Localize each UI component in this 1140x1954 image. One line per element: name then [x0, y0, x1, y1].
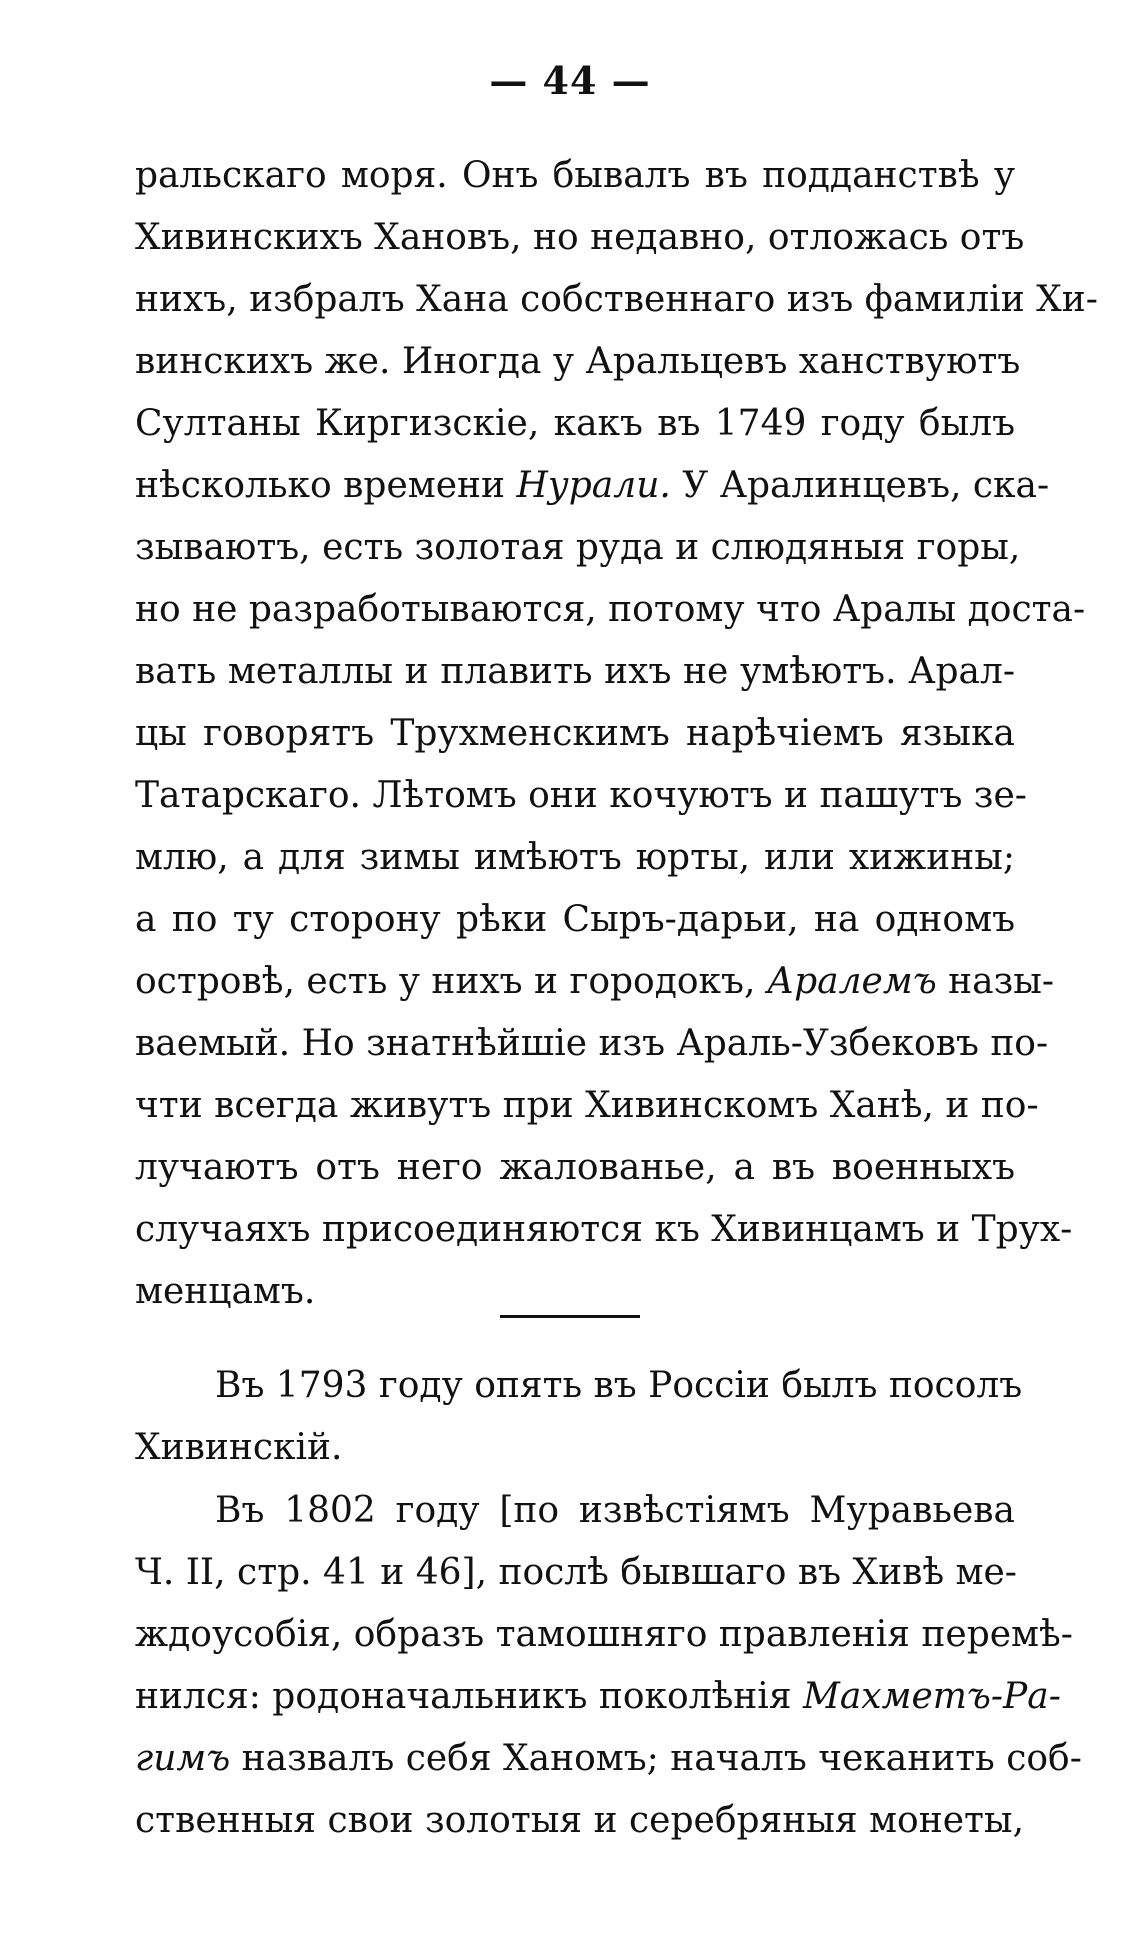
text-line: цы говорятъ Трухменскимъ нарѣчіемъ языка [135, 713, 1015, 754]
text-line: ральскаго моря. Онъ бывалъ въ подданствѣ у [135, 155, 1015, 196]
text-line: лучаютъ отъ него жалованье, а въ военныхъ [135, 1147, 1015, 1188]
text-line [135, 951, 1055, 1013]
text-line: ваемый. Но знатнѣйшіе изъ Араль-Узбековъ по- [135, 1023, 1049, 1064]
text-segment: нился: родоначальникъ поколѣнія [135, 1676, 803, 1717]
text-segment: нѣсколько времени [135, 465, 517, 506]
text-segment: островѣ, есть у нихъ и городокъ, [135, 961, 767, 1002]
italic-name: гимъ [135, 1738, 231, 1779]
italic-name: Аралемъ [766, 961, 937, 1002]
italic-name: Нурали. [516, 465, 671, 506]
text-line [135, 1728, 1082, 1790]
section-divider [500, 1315, 640, 1318]
text-line: случаяхъ присоединяются къ Хивинцамъ и Трух- [135, 1209, 1073, 1250]
text-line: ждоусобія, образъ тамошняго правленія перемѣ- [135, 1614, 1073, 1655]
paragraph-1802-khiva [135, 1480, 1082, 1852]
text-line: нихъ, избралъ Хана собственнаго изъ фамиліи Хи- [135, 279, 1098, 320]
text-line: Въ 1802 году [по извѣстіямъ Муравьева [215, 1490, 1015, 1531]
text-line: Татарскаго. Лѣтомъ они кочуютъ и пашутъ зе- [135, 775, 1027, 816]
page-number: — 44 — [489, 58, 651, 103]
text-line: вать металлы и плавить ихъ не умѣютъ. Арал- [135, 651, 1015, 692]
text-line: винскихъ же. Иногда у Аральцевъ ханствуютъ [135, 341, 1021, 382]
text-segment: назвалъ себя Ханомъ; началъ чеканить соб- [230, 1738, 1082, 1779]
text-segment: У Аралинцевъ, ска- [670, 465, 1050, 506]
text-line: Въ 1793 году опять въ Россіи былъ посолъ [215, 1365, 1023, 1406]
text-line [135, 1666, 1061, 1728]
italic-name: Махметъ-Ра- [802, 1676, 1061, 1717]
text-line: Султаны Киргизскіе, какъ въ 1749 году былъ [135, 403, 1015, 444]
text-line: ственныя свои золотыя и серебряныя монеты, [135, 1800, 1025, 1841]
text-line: а по ту сторону рѣки Сыръ-дарьи, на одномъ [135, 899, 1015, 940]
text-line: Ч. II, стр. 41 и 46], послѣ бывшаго въ Хивѣ ме- [135, 1552, 1017, 1593]
text-line: менцамъ. [135, 1271, 316, 1312]
text-line: зываютъ, есть золотая руда и слюдяныя горы, [135, 527, 1021, 568]
text-line: но не разработываются, потому что Аралы доста- [135, 589, 1086, 630]
text-line: Хивинскій. [135, 1427, 343, 1468]
text-line: Хивинскихъ Хановъ, но недавно, отложась отъ [135, 217, 1025, 258]
text-segment: назы- [936, 961, 1055, 1002]
paragraph-1793-envoy [135, 1355, 1023, 1479]
paragraph-aral-people [135, 145, 1098, 1323]
text-line: чти всегда живутъ при Хивинскомъ Ханѣ, и по- [135, 1085, 1039, 1126]
text-line: млю, а для зимы имѣютъ юрты, или хижины; [135, 837, 1015, 878]
text-line [135, 455, 1050, 517]
